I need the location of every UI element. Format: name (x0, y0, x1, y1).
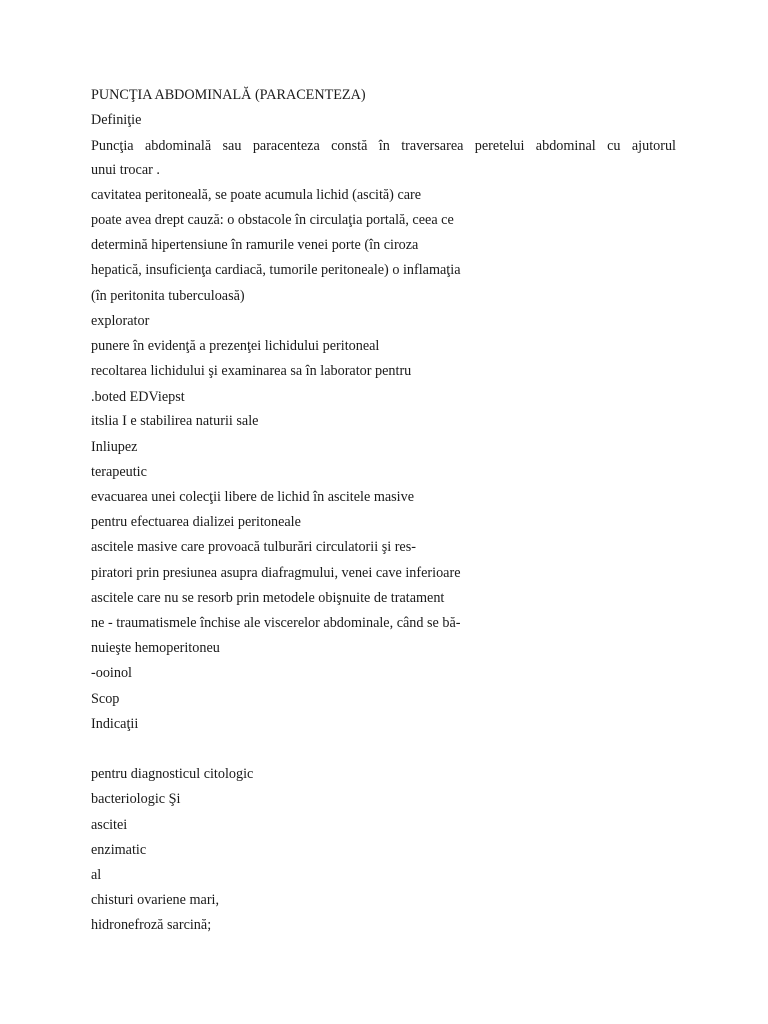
text-line: piratori prin presiunea asupra diafragmului, venei cave inferioare (91, 565, 461, 581)
text-line: evacuarea unei colecţii libere de lichid în ascitele masive (91, 489, 415, 505)
text-line: cavitatea peritoneală, se poate acumula lichid (ascită) care (91, 187, 422, 203)
text-line: (în peritonita tuberculoasă) (91, 288, 245, 304)
text-line: determină hipertensiune în ramurile venei porte (în ciroza (91, 237, 419, 253)
text-line: enzimatic (91, 842, 147, 858)
text-line: recoltarea lichidului şi examinarea sa în laborator pentru (91, 363, 412, 379)
text-line: pentru diagnosticul citologic (91, 766, 254, 782)
text-line: bacteriologic Şi (91, 791, 181, 807)
text-line: hepatică, insuficienţa cardiacă, tumorile peritoneale) o inflamaţia (91, 262, 461, 278)
section-heading-indicatii: Indicaţii (91, 716, 139, 732)
text-line: chisturi ovariene mari, (91, 892, 220, 908)
text-line: ascitele care nu se resorb prin metodele obişnuite de tratament (91, 590, 445, 606)
section-heading-definition: Definiţie (91, 112, 142, 128)
text-line: .boted EDViepst (91, 389, 185, 405)
text-line: punere în evidenţă a prezenţei lichidului peritoneal (91, 338, 380, 354)
text-line: unui trocar . (91, 162, 160, 178)
text-line: nuieşte hemoperitoneu (91, 640, 220, 656)
text-line: terapeutic (91, 464, 147, 480)
text-line: -ooinol (91, 665, 132, 681)
section-heading-scop: Scop (91, 691, 120, 707)
text-line: pentru efectuarea dializei peritoneale (91, 514, 301, 530)
text-line: poate avea drept cauză: o obstacole în circulaţia portală, ceea ce (91, 212, 454, 228)
text-line: ne - traumatismele închise ale viscerelor abdominale, când se bă- (91, 615, 461, 631)
text-line: Puncţia abdominală sau paracenteza constă în traversarea peretelui abdominal cu ajutorul (91, 138, 676, 154)
document-title: PUNCŢIA ABDOMINALĂ (PARACENTEZA) (91, 87, 366, 103)
text-line: Inliupez (91, 439, 138, 455)
text-line: al (91, 867, 102, 883)
text-line: itslia I e stabilirea naturii sale (91, 413, 259, 429)
text-line: explorator (91, 313, 150, 329)
text-line: ascitei (91, 817, 128, 833)
text-line: hidronefroză sarcină; (91, 917, 212, 933)
text-line: ascitele masive care provoacă tulburări circulatorii şi res- (91, 539, 416, 555)
